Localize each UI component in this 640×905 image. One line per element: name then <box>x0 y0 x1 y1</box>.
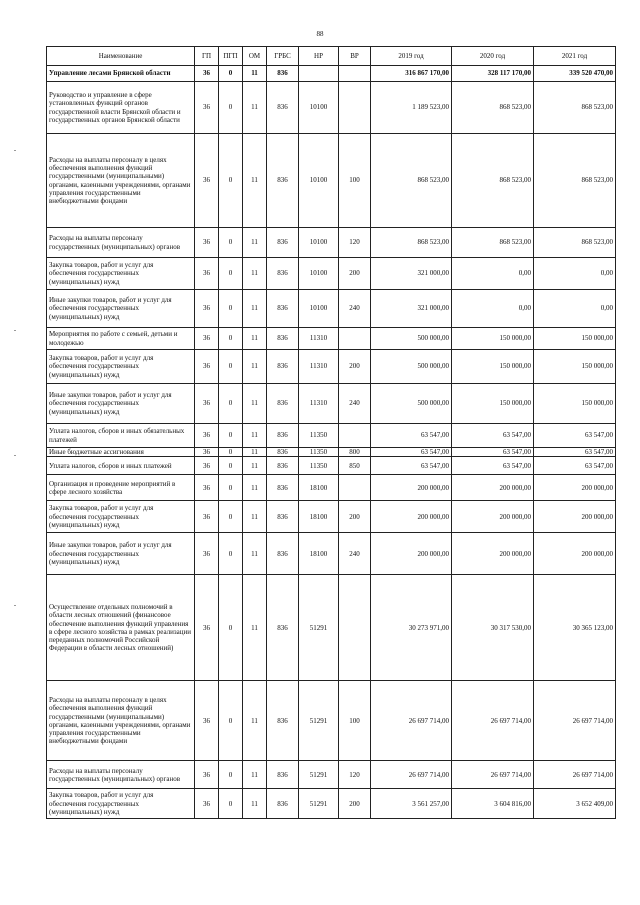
cell-2019: 200 000,00 <box>371 501 452 533</box>
cell-2019: 200 000,00 <box>371 475 452 501</box>
cell-pgp: 0 <box>219 328 243 350</box>
cell-nr: 18100 <box>299 475 339 501</box>
table-row <box>47 328 616 350</box>
cell-pgp: 0 <box>219 501 243 533</box>
cell-nr: 10100 <box>299 228 339 258</box>
cell-2019: 26 697 714,00 <box>371 681 452 761</box>
cell-2020: 868 523,00 <box>452 82 534 134</box>
cell-om: 11 <box>243 384 267 424</box>
cell-2019: 321 000,00 <box>371 290 452 328</box>
cell-vr: 200 <box>339 258 371 290</box>
table-header-row <box>47 47 616 66</box>
cell-2019: 868 523,00 <box>371 228 452 258</box>
cell-name: Осуществление отдельных полномочий в области лесных отношений (финансовое обеспечение выполнения функций управления в сфере лесного хозяйства в рамках реализации переданных полномочий Российской Федерации в области лесных отношений) <box>47 575 195 681</box>
cell-om: 11 <box>243 228 267 258</box>
cell-gp: 36 <box>195 575 219 681</box>
cell-2019: 500 000,00 <box>371 350 452 384</box>
cell-grbs: 836 <box>267 681 299 761</box>
cell-2020: 0,00 <box>452 290 534 328</box>
header-vr: ВР <box>339 47 371 66</box>
cell-name: Закупка товаров, работ и услуг для обеспечения государственных (муниципальных) нужд <box>47 789 195 819</box>
cell-name: Иные закупки товаров, работ и услуг для обеспечения государственных (муниципальных) нужд <box>47 533 195 575</box>
cell-pgp: 0 <box>219 66 243 82</box>
cell-pgp: 0 <box>219 681 243 761</box>
cell-name: Иные закупки товаров, работ и услуг для обеспечения государственных (муниципальных) нужд <box>47 384 195 424</box>
cell-nr: 10100 <box>299 82 339 134</box>
table-row <box>47 789 616 819</box>
cell-pgp: 0 <box>219 82 243 134</box>
cell-2020: 150 000,00 <box>452 350 534 384</box>
cell-vr: 200 <box>339 350 371 384</box>
cell-vr: 200 <box>339 501 371 533</box>
header-nr: НР <box>299 47 339 66</box>
table-row <box>47 448 616 457</box>
cell-grbs: 836 <box>267 350 299 384</box>
cell-2021: 63 547,00 <box>534 448 616 457</box>
header-2019: 2019 год <box>371 47 452 66</box>
cell-name: Расходы на выплаты персоналу в целях обеспечения выполнения функций государственными (муниципальными) органами, казенными учреждениями, органами управления государственными внебюджетными фондами <box>47 681 195 761</box>
cell-2020: 0,00 <box>452 258 534 290</box>
table-row <box>47 501 616 533</box>
table-row <box>47 134 616 228</box>
table-row <box>47 761 616 789</box>
table-row <box>47 475 616 501</box>
cell-pgp: 0 <box>219 448 243 457</box>
cell-gp: 36 <box>195 761 219 789</box>
cell-vr <box>339 82 371 134</box>
cell-2019: 63 547,00 <box>371 457 452 475</box>
table-row <box>47 228 616 258</box>
cell-name: Закупка товаров, работ и услуг для обеспечения государственных (муниципальных) нужд <box>47 350 195 384</box>
cell-nr: 51291 <box>299 575 339 681</box>
cell-vr: 120 <box>339 228 371 258</box>
cell-2019: 26 697 714,00 <box>371 761 452 789</box>
cell-om: 11 <box>243 533 267 575</box>
cell-nr: 11350 <box>299 457 339 475</box>
cell-gp: 36 <box>195 66 219 82</box>
cell-gp: 36 <box>195 533 219 575</box>
header-2020: 2020 год <box>452 47 534 66</box>
cell-2021: 868 523,00 <box>534 134 616 228</box>
cell-name: Уплата налогов, сборов и иных обязательных платежей <box>47 424 195 448</box>
cell-name: Управление лесами Брянской области <box>47 66 195 82</box>
cell-2020: 868 523,00 <box>452 228 534 258</box>
cell-2020: 200 000,00 <box>452 475 534 501</box>
cell-2021: 200 000,00 <box>534 533 616 575</box>
cell-nr: 10100 <box>299 290 339 328</box>
cell-gp: 36 <box>195 789 219 819</box>
cell-grbs: 836 <box>267 457 299 475</box>
cell-2019: 500 000,00 <box>371 384 452 424</box>
page-number: 88 <box>316 30 324 38</box>
cell-om: 11 <box>243 448 267 457</box>
header-name: Наименование <box>47 47 195 66</box>
table-row <box>47 424 616 448</box>
scan-mark <box>14 330 16 331</box>
cell-om: 11 <box>243 789 267 819</box>
cell-nr: 51291 <box>299 681 339 761</box>
table-row <box>47 533 616 575</box>
cell-om: 11 <box>243 475 267 501</box>
cell-nr <box>299 66 339 82</box>
table-row <box>47 82 616 134</box>
cell-2021: 63 547,00 <box>534 424 616 448</box>
cell-nr: 11310 <box>299 350 339 384</box>
cell-pgp: 0 <box>219 350 243 384</box>
cell-2021: 200 000,00 <box>534 501 616 533</box>
cell-2021: 30 365 123,00 <box>534 575 616 681</box>
cell-2021: 150 000,00 <box>534 328 616 350</box>
cell-pgp: 0 <box>219 575 243 681</box>
cell-gp: 36 <box>195 350 219 384</box>
cell-nr: 10100 <box>299 134 339 228</box>
cell-grbs: 836 <box>267 533 299 575</box>
cell-vr <box>339 328 371 350</box>
cell-vr <box>339 575 371 681</box>
cell-gp: 36 <box>195 457 219 475</box>
cell-gp: 36 <box>195 134 219 228</box>
cell-2021: 63 547,00 <box>534 457 616 475</box>
cell-2021: 150 000,00 <box>534 384 616 424</box>
cell-name: Иные бюджетные ассигнования <box>47 448 195 457</box>
cell-2020: 26 697 714,00 <box>452 681 534 761</box>
cell-vr: 200 <box>339 789 371 819</box>
cell-2021: 200 000,00 <box>534 475 616 501</box>
cell-name: Иные закупки товаров, работ и услуг для обеспечения государственных (муниципальных) нужд <box>47 290 195 328</box>
cell-gp: 36 <box>195 501 219 533</box>
cell-grbs: 836 <box>267 290 299 328</box>
cell-name: Руководство и управление в сфере установленных функций органов государственной власти Брянской области и государственных органов Брянской области <box>47 82 195 134</box>
cell-name: Закупка товаров, работ и услуг для обеспечения государственных (муниципальных) нужд <box>47 258 195 290</box>
cell-grbs: 836 <box>267 384 299 424</box>
cell-2020: 30 317 530,00 <box>452 575 534 681</box>
cell-name: Расходы на выплаты персоналу государственных (муниципальных) органов <box>47 761 195 789</box>
cell-pgp: 0 <box>219 424 243 448</box>
cell-2020: 328 117 170,00 <box>452 66 534 82</box>
cell-pgp: 0 <box>219 761 243 789</box>
cell-2019: 63 547,00 <box>371 424 452 448</box>
cell-name: Мероприятия по работе с семьей, детьми и молодежью <box>47 328 195 350</box>
cell-om: 11 <box>243 681 267 761</box>
cell-2019: 30 273 971,00 <box>371 575 452 681</box>
cell-om: 11 <box>243 82 267 134</box>
cell-vr: 100 <box>339 134 371 228</box>
cell-name: Организация и проведение мероприятий в сфере лесного хозяйства <box>47 475 195 501</box>
cell-2021: 3 652 409,00 <box>534 789 616 819</box>
cell-vr: 240 <box>339 384 371 424</box>
table-row <box>47 350 616 384</box>
cell-grbs: 836 <box>267 258 299 290</box>
cell-om: 11 <box>243 457 267 475</box>
cell-pgp: 0 <box>219 134 243 228</box>
cell-om: 11 <box>243 761 267 789</box>
cell-grbs: 836 <box>267 789 299 819</box>
cell-nr: 11310 <box>299 384 339 424</box>
cell-2019: 63 547,00 <box>371 448 452 457</box>
scan-mark <box>14 455 16 456</box>
cell-nr: 10100 <box>299 258 339 290</box>
cell-gp: 36 <box>195 681 219 761</box>
cell-om: 11 <box>243 424 267 448</box>
cell-grbs: 836 <box>267 328 299 350</box>
cell-2020: 200 000,00 <box>452 533 534 575</box>
cell-pgp: 0 <box>219 533 243 575</box>
cell-2019: 3 561 257,00 <box>371 789 452 819</box>
cell-pgp: 0 <box>219 384 243 424</box>
cell-pgp: 0 <box>219 475 243 501</box>
cell-2021: 868 523,00 <box>534 228 616 258</box>
budget-table <box>46 46 616 819</box>
cell-gp: 36 <box>195 384 219 424</box>
cell-om: 11 <box>243 290 267 328</box>
cell-2020: 868 523,00 <box>452 134 534 228</box>
header-gp: ГП <box>195 47 219 66</box>
header-2021: 2021 год <box>534 47 616 66</box>
table-row <box>47 66 616 82</box>
table-row <box>47 258 616 290</box>
cell-2020: 63 547,00 <box>452 457 534 475</box>
cell-om: 11 <box>243 350 267 384</box>
cell-nr: 51291 <box>299 789 339 819</box>
cell-name: Расходы на выплаты персоналу в целях обеспечения выполнения функций государственными (муниципальными) органами, казенными учреждениями, органами управления государственными внебюджетными фондами <box>47 134 195 228</box>
cell-gp: 36 <box>195 448 219 457</box>
cell-pgp: 0 <box>219 789 243 819</box>
cell-grbs: 836 <box>267 761 299 789</box>
cell-nr: 18100 <box>299 501 339 533</box>
cell-name: Расходы на выплаты персоналу государственных (муниципальных) органов <box>47 228 195 258</box>
cell-grbs: 836 <box>267 424 299 448</box>
cell-nr: 18100 <box>299 533 339 575</box>
cell-vr: 120 <box>339 761 371 789</box>
cell-2019: 500 000,00 <box>371 328 452 350</box>
cell-nr: 11350 <box>299 424 339 448</box>
cell-2019: 316 867 170,00 <box>371 66 452 82</box>
cell-pgp: 0 <box>219 457 243 475</box>
cell-gp: 36 <box>195 328 219 350</box>
cell-vr <box>339 475 371 501</box>
table-row <box>47 575 616 681</box>
cell-2021: 339 520 470,00 <box>534 66 616 82</box>
cell-pgp: 0 <box>219 228 243 258</box>
cell-gp: 36 <box>195 258 219 290</box>
cell-gp: 36 <box>195 475 219 501</box>
cell-2019: 200 000,00 <box>371 533 452 575</box>
cell-nr: 11350 <box>299 448 339 457</box>
scan-mark <box>14 150 16 151</box>
cell-2019: 868 523,00 <box>371 134 452 228</box>
table-row <box>47 681 616 761</box>
cell-nr: 51291 <box>299 761 339 789</box>
cell-vr: 850 <box>339 457 371 475</box>
cell-om: 11 <box>243 501 267 533</box>
cell-grbs: 836 <box>267 82 299 134</box>
cell-2020: 150 000,00 <box>452 328 534 350</box>
cell-2020: 63 547,00 <box>452 448 534 457</box>
cell-2021: 868 523,00 <box>534 82 616 134</box>
cell-grbs: 836 <box>267 448 299 457</box>
cell-2020: 63 547,00 <box>452 424 534 448</box>
cell-2020: 26 697 714,00 <box>452 761 534 789</box>
cell-2021: 26 697 714,00 <box>534 681 616 761</box>
cell-om: 11 <box>243 258 267 290</box>
table-row <box>47 290 616 328</box>
cell-vr: 100 <box>339 681 371 761</box>
cell-om: 11 <box>243 134 267 228</box>
cell-grbs: 836 <box>267 228 299 258</box>
cell-2021: 26 697 714,00 <box>534 761 616 789</box>
cell-grbs: 836 <box>267 501 299 533</box>
cell-nr: 11310 <box>299 328 339 350</box>
cell-vr: 240 <box>339 290 371 328</box>
cell-grbs: 836 <box>267 134 299 228</box>
cell-grbs: 836 <box>267 66 299 82</box>
cell-om: 11 <box>243 328 267 350</box>
cell-grbs: 836 <box>267 575 299 681</box>
table-row <box>47 457 616 475</box>
cell-2019: 1 189 523,00 <box>371 82 452 134</box>
cell-2021: 0,00 <box>534 290 616 328</box>
header-pgp: ПГП <box>219 47 243 66</box>
cell-2020: 3 604 816,00 <box>452 789 534 819</box>
cell-gp: 36 <box>195 290 219 328</box>
cell-grbs: 836 <box>267 475 299 501</box>
cell-gp: 36 <box>195 82 219 134</box>
cell-vr: 800 <box>339 448 371 457</box>
scan-mark <box>14 605 16 606</box>
cell-2020: 200 000,00 <box>452 501 534 533</box>
cell-2021: 150 000,00 <box>534 350 616 384</box>
cell-gp: 36 <box>195 228 219 258</box>
cell-pgp: 0 <box>219 290 243 328</box>
cell-om: 11 <box>243 66 267 82</box>
cell-om: 11 <box>243 575 267 681</box>
cell-name: Уплата налогов, сборов и иных платежей <box>47 457 195 475</box>
cell-pgp: 0 <box>219 258 243 290</box>
header-grbs: ГРБС <box>267 47 299 66</box>
cell-2020: 150 000,00 <box>452 384 534 424</box>
cell-vr <box>339 424 371 448</box>
cell-name: Закупка товаров, работ и услуг для обеспечения государственных (муниципальных) нужд <box>47 501 195 533</box>
cell-2019: 321 000,00 <box>371 258 452 290</box>
header-om: ОМ <box>243 47 267 66</box>
cell-2021: 0,00 <box>534 258 616 290</box>
cell-vr <box>339 66 371 82</box>
cell-gp: 36 <box>195 424 219 448</box>
cell-vr: 240 <box>339 533 371 575</box>
table-row <box>47 384 616 424</box>
